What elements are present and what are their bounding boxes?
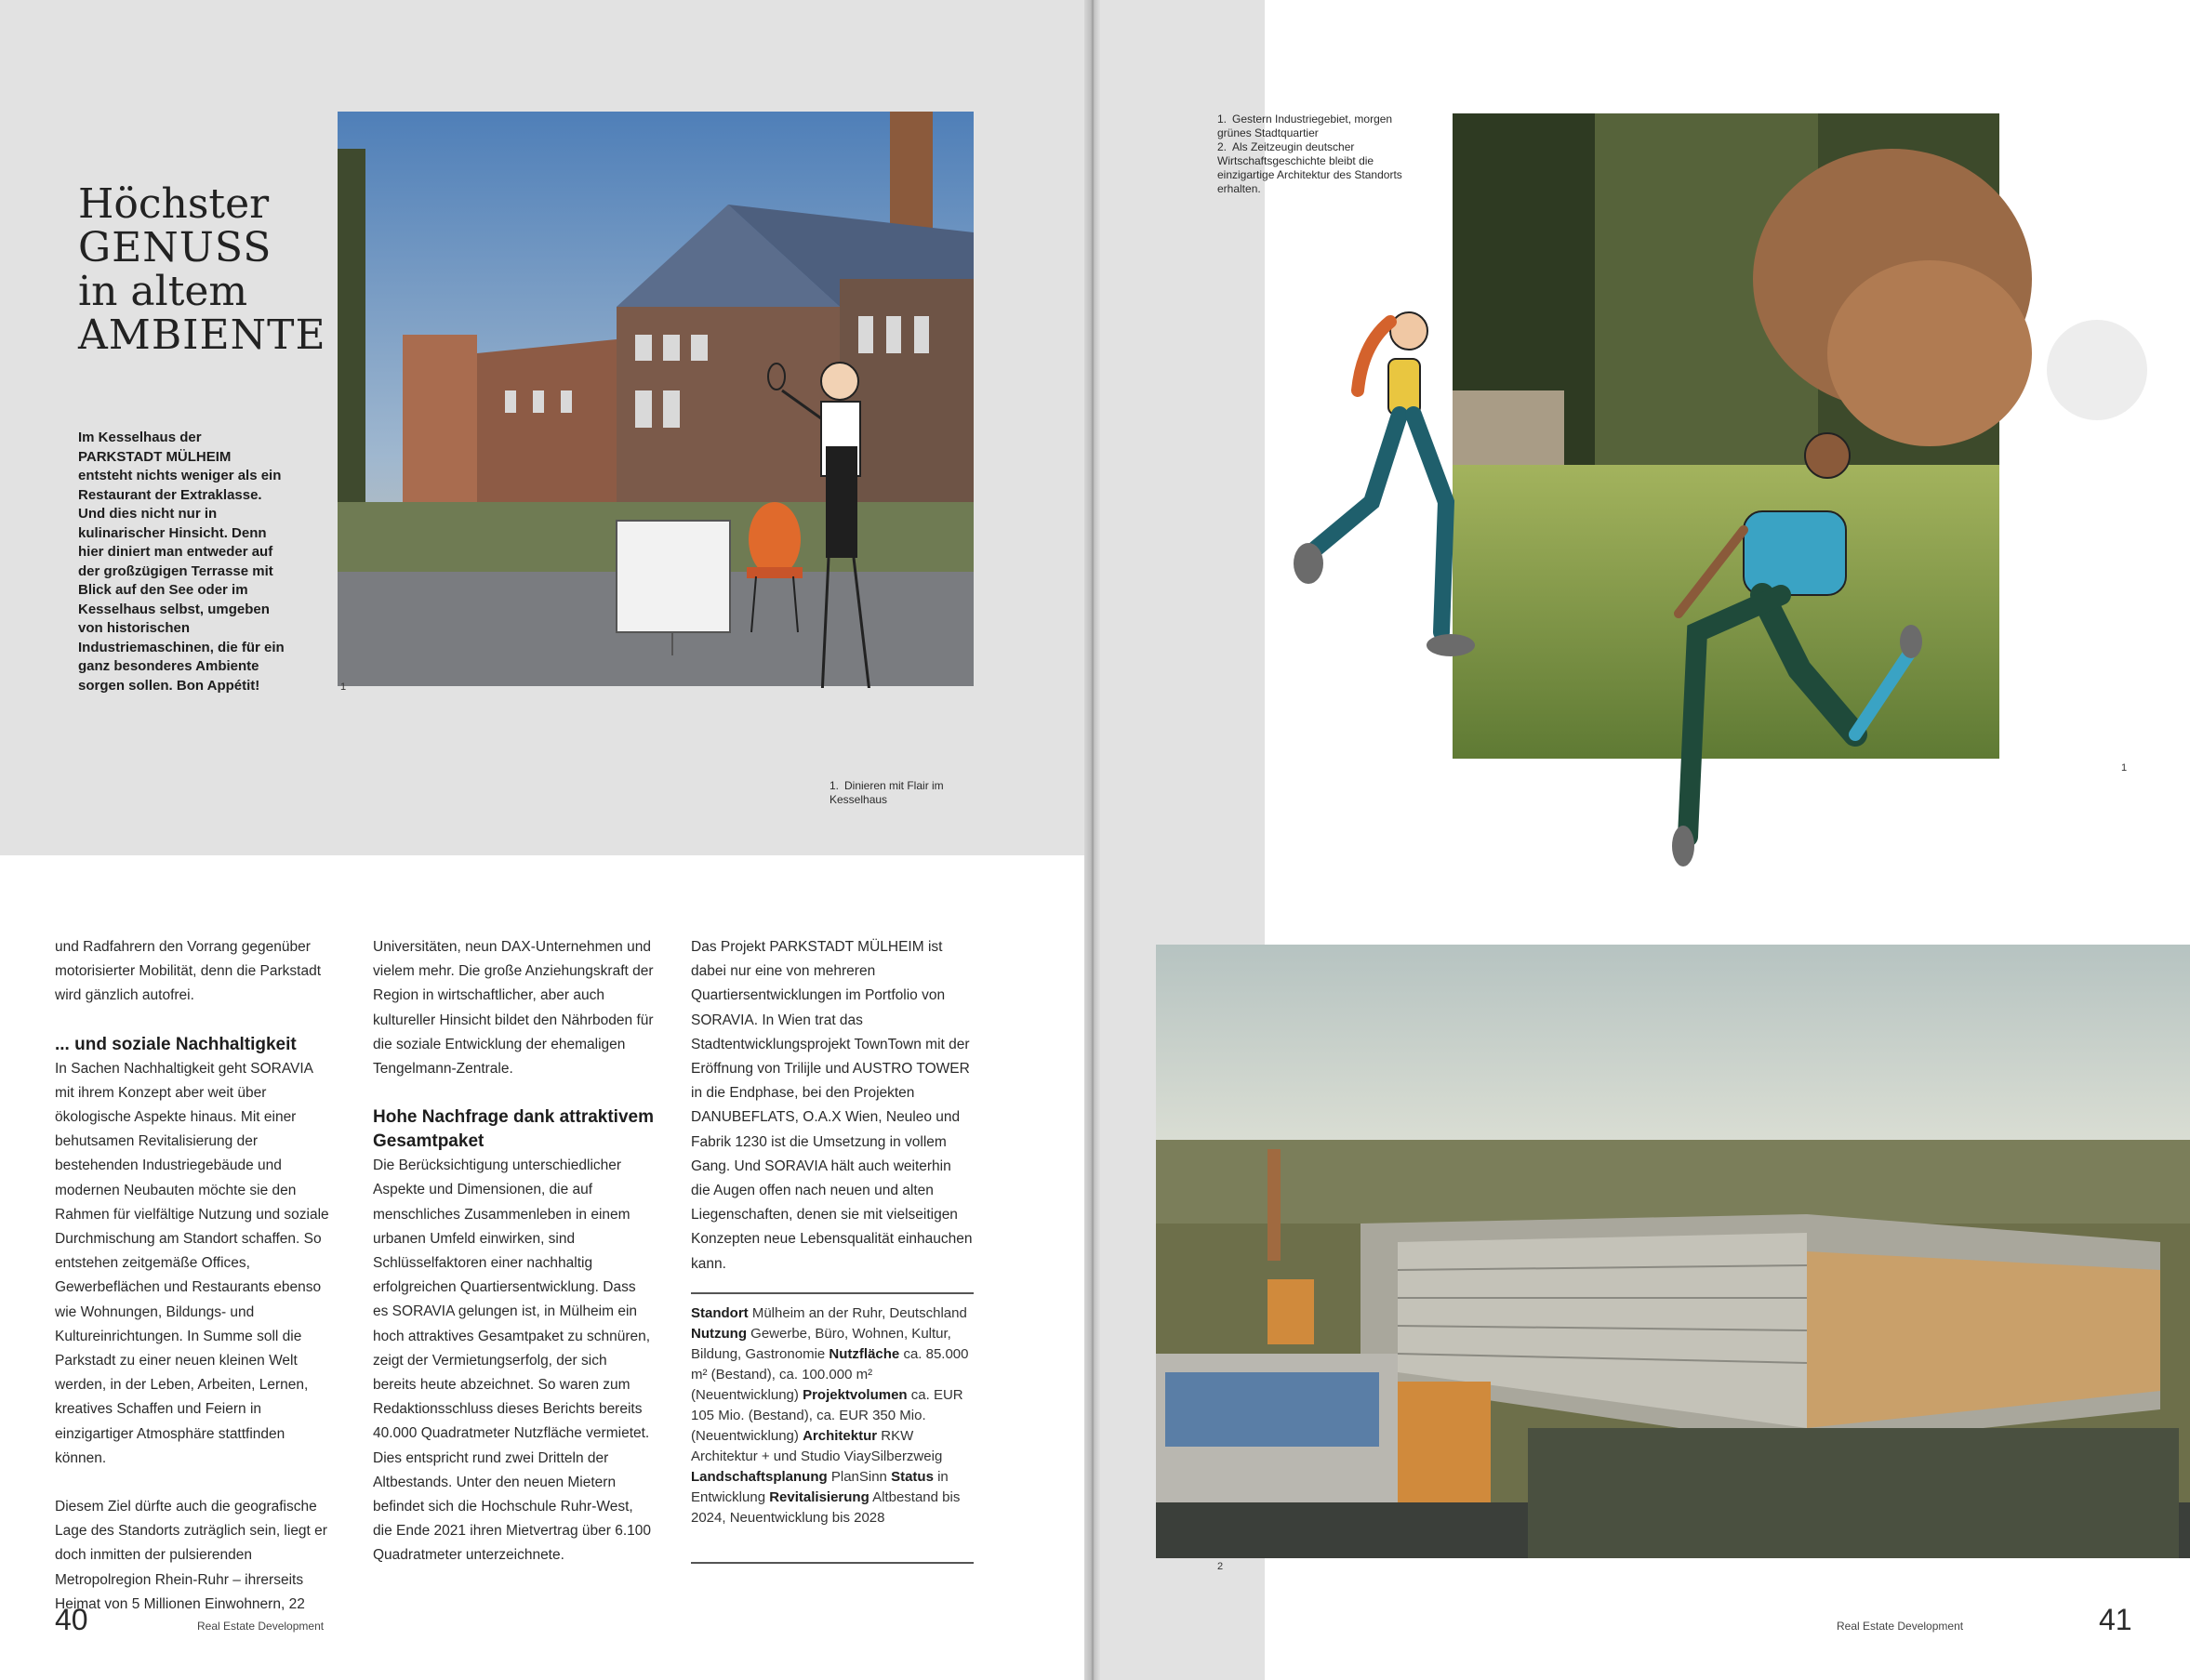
caption-right-1-text: Gestern Industriegebiet, morgen grünes Stadtquartier <box>1217 112 1393 139</box>
caption-kesselhaus <box>830 779 969 807</box>
caption-right-1-number: 1. <box>1217 112 1228 126</box>
headline-line-2: GENUSS <box>78 224 272 271</box>
col1-subheading: ... und soziale Nachhaltigkeit <box>55 1034 297 1054</box>
text-column-2 <box>373 935 654 1593</box>
col1-paragraph-1: und Radfahrern den Vorrang gegenüber motorisierter Mobilität, denn die Parkstadt wird gänzlich autofrei. <box>55 939 322 1004</box>
col1-paragraph-3: Diesem Ziel dürfte auch die geografische Lage des Standorts zuträglich sein, liegt er doch inmitten der pulsierenden Metropolregion Rhein-Ruhr – ihrerseits Heimat von 5 Millionen Einwohnern, 22 <box>55 1499 327 1612</box>
fact-label-standort: Standort <box>691 1305 749 1321</box>
lead-paragraph: Im Kesselhaus der PARKSTADT MÜLHEIM entsteht nichts weniger als ein Restaurant der Extraklasse. Und dies nicht nur in kulinarischer Hinsicht. Denn hier diniert man entweder auf der großzügigen Terrasse mit Blick auf den See oder im Kesselhaus selbst, umgeben von historischen Industriemaschinen, die für ein ganz besonderes Ambiente sorgen sollen. Bon Appétit! <box>78 430 285 694</box>
col2-paragraph-1: Universitäten, neun DAX-Unternehmen und vielem mehr. Die große Anziehungskraft der Region in wirtschaftlicher, aber auch kultureller Hinsicht bildet den Nährboden für die soziale Entwicklung der ehemaligen Tengelmann-Zentrale. <box>373 939 654 1078</box>
col3-paragraph-1: Das Projekt PARKSTADT MÜLHEIM ist dabei nur eine von mehreren Quartiersentwicklungen im Portfolio von SORAVIA. In Wien trat das Stadtentwicklungsprojekt TownTown mit der Eröffnung von Trilijle und AUSTRO TOWER in die Endphase, bei den Projekten DANUBEFLATS, O.A.X Wien, Neuleo und Fabrik 1230 ist die Umsetzung in vollem Gang. Und SORAVIA hält auch weiterhin die Augen offen nach neuen und alten Liegenschaften, denen sie mit vielseitigen Konzepten neue Lebensqualität einhauchen kann. <box>691 939 973 1272</box>
headline-line-3: in altem <box>78 268 248 315</box>
fact-label-projektvolumen: Projektvolumen <box>803 1387 908 1403</box>
fact-label-status: Status <box>891 1469 934 1485</box>
fact-label-nutzflaeche: Nutzfläche <box>829 1346 900 1362</box>
text-column-1 <box>55 935 334 1641</box>
caption-right-2-number: 2. <box>1217 140 1228 153</box>
fact-value-projektvolumen: ca. EUR 105 Mio. (Bestand), ca. EUR 350 Mio. (Neuentwicklung) <box>691 1387 963 1444</box>
caption-right-2-text: Als Zeitzeugin deutscher Wirtschaftsgeschichte bleibt die einzigartige Architektur des Standorts erhalten. <box>1217 140 1402 195</box>
fact-value-landschaftsplanung: PlanSinn <box>830 1469 887 1485</box>
col2-subheading: Hohe Nachfrage dank attraktivem Gesamtpaket <box>373 1107 654 1152</box>
fact-value-nutzung: Gewerbe, Büro, Wohnen, Kultur, Bildung, Gastronomie <box>691 1326 951 1362</box>
caption-text: Dinieren mit Flair im Kesselhaus <box>830 779 944 806</box>
page-number-right: 41 <box>2099 1603 2132 1636</box>
photo-marker-right-1: 1 <box>2121 762 2128 774</box>
photo-marker-1: 1 <box>340 681 347 693</box>
col2-paragraph-2: Die Berücksichtigung unterschiedlicher Aspekte und Dimensionen, die auf menschliches Zusammenleben in einem urbanen Umfeld einwirken, sind Schlüsselfaktoren einer nachhaltig erfolgreichen Quartiersentwicklung. Dass es SORAVIA gelungen ist, in Mülheim ein hoch attraktives Gesamtpaket zu schnüren, zeigt der Vermietungserfolg, der sich bereits heute abzeichnet. So waren zum Redaktionsschluss dieses Berichts bereits 40.000 Quadratmeter Nutzfläche vermietet. Dies entspricht rund zwei Dritteln der Altbestands. Unter den neuen Mietern befindet sich die Hochschule Ruhr-West, die Ende 2021 ihren Mietvertrag über 6.100 Quadratmeter unterzeichnete. <box>373 1157 652 1564</box>
fact-value-revitalisierung: Altbestand bis 2024, Neuentwicklung bis 2028 <box>691 1489 961 1526</box>
fact-value-architektur: RKW Architektur + und Studio ViaySilberzweig <box>691 1428 943 1464</box>
fact-label-nutzung: Nutzung <box>691 1326 747 1342</box>
fact-value-status: in Entwicklung <box>691 1469 949 1505</box>
park-photo <box>1260 112 2190 883</box>
facts-divider <box>691 1292 974 1294</box>
running-title-left: Real Estate Development <box>197 1620 325 1633</box>
fact-label-landschaftsplanung: Landschaftsplanung <box>691 1469 828 1485</box>
facts-bottom-rule <box>691 1562 974 1564</box>
aerial-photo <box>1156 945 2190 1558</box>
page-number-left: 40 <box>55 1603 88 1636</box>
fact-label-revitalisierung: Revitalisierung <box>769 1489 869 1505</box>
headline-line-4: AMBIENTE <box>78 311 326 359</box>
page-spine <box>1084 0 1101 1680</box>
fact-label-architektur: Architektur <box>803 1428 878 1444</box>
col1-paragraph-2: In Sachen Nachhaltigkeit geht SORAVIA mit ihrem Konzept aber weit über ökologische Aspekte hinaus. Mit einer behutsamen Revitalisierung der bestehenden Industriegebäude und modernen Neubauten möchte sie den Rahmen für vielfältige Nutzung und soziale Durchmischung am Standort schaffen. So entstehen zeitgemäße Offices, Gewerbeflächen und Restaurants ebenso wie Wohnungen, Bildungs- und Kultureinrichtungen. In Summe soll die Parkstadt zu einer neuen kleinen Welt werden, in der Leben, Arbeiten, Lernen, kreatives Schaffen und Feiern in einzigartiger Atmosphäre stattfinden können. <box>55 1060 329 1466</box>
fact-value-nutzflaeche: ca. 85.000 m² (Bestand), ca. 100.000 m² (Neuentwicklung) <box>691 1346 969 1403</box>
headline <box>78 182 357 357</box>
running-title-right: Real Estate Development <box>1837 1620 1964 1633</box>
project-facts-box <box>691 1303 974 1528</box>
photo-marker-right-2: 2 <box>1217 1561 1224 1572</box>
headline-line-1: Höchster <box>78 180 270 228</box>
caption-number: 1. <box>830 779 840 792</box>
fact-value-standort: Mülheim an der Ruhr, Deutschland <box>751 1305 967 1321</box>
text-column-3 <box>691 935 974 1301</box>
kesselhaus-photo <box>338 112 974 688</box>
